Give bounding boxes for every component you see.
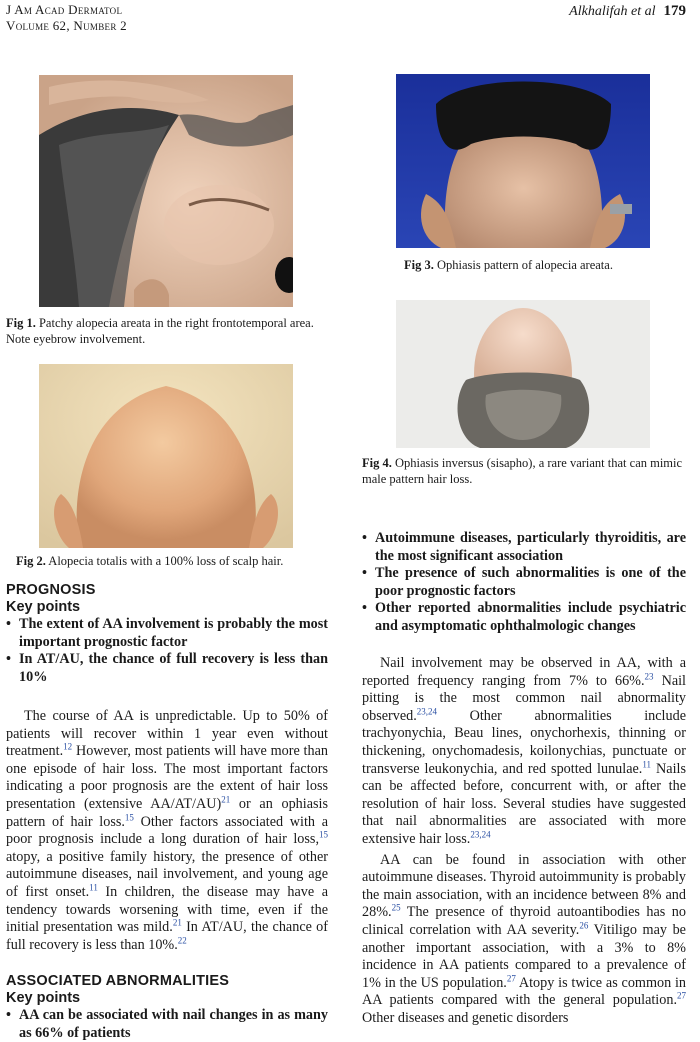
paragraph-text: In children, the disease may have a tendency towards worsening with time, even if the initial presentation was mild. bbox=[6, 883, 328, 936]
paragraph-text: Other factors associated with a poor prognosis include a long duration of hair loss, bbox=[6, 813, 328, 848]
key-point: • Other reported abnormalities include psychiatric and asymptomatic ophthalmologic changes bbox=[362, 600, 686, 635]
figure-3-caption bbox=[404, 257, 684, 273]
figure-2-image bbox=[39, 364, 293, 548]
citation-ref[interactable]: 11 bbox=[89, 882, 98, 893]
figure-1-photo bbox=[39, 75, 293, 307]
citation-ref[interactable]: 26 bbox=[579, 920, 589, 931]
section-title-associated: ASSOCIATED ABNORMALITIES bbox=[6, 973, 230, 990]
paragraph-text: Nail pitting is the most common nail abnormality observed. bbox=[362, 672, 686, 724]
key-points-list-associated bbox=[6, 1007, 328, 1042]
figure-4-caption bbox=[362, 455, 687, 487]
citation-ref[interactable]: 23 bbox=[644, 670, 654, 681]
journal-name: J Am Acad Dermatol bbox=[6, 2, 123, 17]
journal-volume: Volume 62, Number 2 bbox=[6, 18, 127, 33]
key-point: • The extent of AA involvement is probably the most important prognostic factor bbox=[6, 616, 328, 651]
citation-ref[interactable]: 25 bbox=[391, 902, 401, 913]
figure-1-caption bbox=[6, 315, 328, 347]
figure-4-label: Fig 4. bbox=[362, 456, 392, 470]
running-header-journal bbox=[6, 2, 127, 34]
figure-4-text: Ophiasis inversus (sisapho), a rare variant that can mimic male pattern hair loss. bbox=[362, 456, 683, 486]
paragraph-text: Other abnormalities include trachyonychia, Beau lines, onychorhexis, thinning or thickening, onychomadesis, koilonychias, punctuate or transverse leukonychia, and red spotted lunulae. bbox=[362, 707, 686, 777]
paragraph-text: Atopy is twice as common in AA patients compared with the general population. bbox=[362, 974, 686, 1009]
figure-2-label: Fig 2. bbox=[16, 554, 46, 568]
citation-ref[interactable]: 11 bbox=[642, 758, 652, 769]
key-point: • In AT/AU, the chance of full recovery is less than 10% bbox=[6, 651, 328, 686]
citation-ref[interactable]: 12 bbox=[63, 741, 73, 752]
key-points-title: Key points bbox=[6, 599, 81, 615]
running-header-right bbox=[569, 2, 686, 21]
paragraph-text: The course of AA is unpredictable. Up to 50% of patients will recover within 1 year even without treatment. bbox=[6, 708, 328, 760]
paragraph-text: Nail involvement may be observed in AA, with a reported frequency ranging from 7% to 66%. bbox=[362, 655, 686, 689]
figure-3-image bbox=[396, 74, 650, 248]
figure-3-photo bbox=[396, 74, 650, 248]
paragraph-text: Nails can be affected before, concurrent with, or after the resolution of hair loss. Several studies have suggested that nail abnormalities are associated with more extensive hair loss. bbox=[362, 760, 686, 847]
citation-ref[interactable]: 27 bbox=[677, 990, 686, 1001]
key-points-title: Key points bbox=[6, 990, 81, 1007]
paragraph-autoimmune bbox=[362, 852, 686, 1028]
figure-3-label: Fig 3. bbox=[404, 258, 434, 272]
citation-ref[interactable]: 23,24 bbox=[470, 829, 491, 840]
key-point: • The presence of such abnormalities is one of the poor prognostic factors bbox=[362, 565, 686, 600]
citation-ref[interactable]: 15 bbox=[124, 811, 134, 822]
key-point: • AA can be associated with nail changes in as many as 66% of patients bbox=[6, 1007, 328, 1042]
figure-2-caption bbox=[16, 553, 330, 569]
figure-4-image bbox=[396, 300, 650, 448]
paragraph-text: or an ophiasis pattern of hair loss. bbox=[6, 795, 328, 830]
key-points-list-prognosis bbox=[6, 616, 328, 686]
citation-ref[interactable]: 23,24 bbox=[416, 706, 438, 717]
key-points-list-continued bbox=[362, 530, 686, 635]
paragraph-nail-involvement bbox=[362, 655, 686, 849]
paragraph-text: Other diseases and genetic disorders bbox=[362, 1009, 569, 1026]
paragraph-text: atopy, a positive family history, the presence of other autoimmune diseases, nail involvement, and young age of first onset. bbox=[6, 848, 328, 900]
paragraph-text: In AT/AU, the chance of full recovery is less than 10%. bbox=[6, 919, 328, 953]
citation-ref[interactable]: 22 bbox=[177, 934, 187, 945]
left-column bbox=[6, 582, 328, 1042]
figure-2-text: Alopecia totalis with a 100% loss of scalp hair. bbox=[48, 554, 284, 568]
citation-ref[interactable]: 21 bbox=[221, 794, 231, 805]
citation-ref[interactable]: 27 bbox=[506, 972, 516, 983]
figure-1-text: Patchy alopecia areata in the right frontotemporal area. Note eyebrow involvement. bbox=[6, 316, 314, 346]
figure-3-text: Ophiasis pattern of alopecia areata. bbox=[436, 258, 613, 272]
key-point: • Autoimmune diseases, particularly thyroiditis, are the most significant association bbox=[362, 530, 686, 565]
running-author: Alkhalifah et al bbox=[569, 4, 656, 19]
paragraph-text: AA can be found in association with other autoimmune diseases. Thyroid autoimmunity is probably the main association, with an incidence between 8% and 28%. bbox=[362, 851, 686, 921]
citation-ref[interactable]: 15 bbox=[319, 829, 328, 840]
page-number: 179 bbox=[663, 3, 686, 19]
paragraph-text: However, most patients will have more than one episode of hair loss. The most important factors indicating a poor prognosis are the extent of hair loss presentation (extensive AA/AT/AU) bbox=[6, 743, 328, 812]
paragraph-text: Vitiligo may be another important association, with a 3% to 8% incidence in AA patients compared to a prevalence of 1% in the US population. bbox=[362, 921, 686, 991]
citation-ref[interactable]: 21 bbox=[172, 917, 182, 928]
paragraph-text: The presence of thyroid autoantibodies has no clinical correlation with AA severity. bbox=[362, 904, 686, 938]
section-title-prognosis: PROGNOSIS bbox=[6, 582, 96, 598]
figure-1-image bbox=[39, 75, 293, 307]
figure-4-photo bbox=[396, 300, 650, 448]
right-column bbox=[362, 530, 686, 1027]
paragraph-prognosis bbox=[6, 708, 328, 954]
figure-1-label: Fig 1. bbox=[6, 316, 36, 330]
figure-2-photo bbox=[39, 364, 293, 548]
